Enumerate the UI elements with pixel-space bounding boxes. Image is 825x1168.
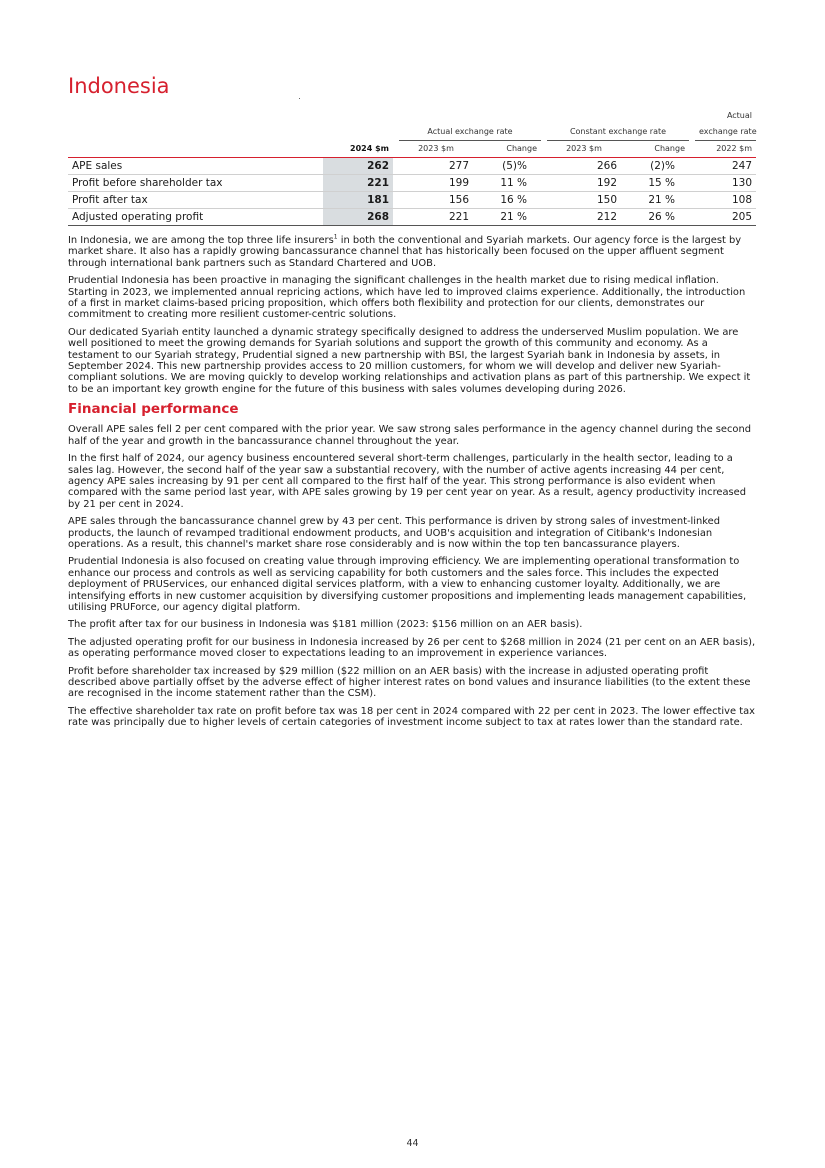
cell-aer-2023: 199 bbox=[399, 175, 473, 192]
cell-aer-change: 21 % bbox=[473, 209, 541, 226]
body-text bbox=[68, 235, 756, 729]
table-row bbox=[68, 192, 756, 209]
financial-paragraph: Overall APE sales fell 2 per cent compared with the prior year. We saw strong sales performance in the agency channel during the second half of the year and growth in the bancassurance channel throughout the year. bbox=[68, 424, 752, 447]
cell-2022: 108 bbox=[695, 192, 756, 209]
financial-paragraph: Profit before shareholder tax increased by $29 million ($22 million on an AER basis) with the increase in adjusted operating profit described above partially offset by the adverse effect of higher interest rates on bond values and insurance liabilities (to the extent these are recognised in the income statement rather than the CSM). bbox=[68, 665, 751, 700]
cell-cer-2023: 266 bbox=[547, 158, 621, 175]
cell-aer-change: 11 % bbox=[473, 175, 541, 192]
table-row bbox=[68, 175, 756, 192]
cell-cer-change: 26 % bbox=[621, 209, 689, 226]
intro-paragraph: Prudential Indonesia has been proactive in managing the significant challenges in the health market due to rising medical inflation. Starting in 2023, we implemented annual repricing actions, which have led to improved claims experience. Additionally, the introduction of a first in market claims-based pricing proposition, which offers both flexibility and protection for our clients, demonstrates our commitment to creating more resilient customer-centric solutions. bbox=[68, 275, 746, 321]
cell-2024: 181 bbox=[323, 192, 393, 209]
intro-text-b: in both the conventional and Syariah markets. Our agency force is the largest by market share. It also has a rapidly growing bancassurance channel that has historically been focused on the upper affluent segment through international bank partners such as Standard Chartered and UOB. bbox=[68, 235, 742, 269]
stray-dot bbox=[299, 98, 300, 99]
row-label: APE sales bbox=[68, 158, 323, 175]
table-row bbox=[68, 209, 756, 226]
cell-cer-change: 21 % bbox=[621, 192, 689, 209]
col-header-2022: 2022 $m bbox=[695, 141, 756, 158]
col-header-aer-change: Change bbox=[473, 141, 541, 158]
cell-aer-2023: 277 bbox=[399, 158, 473, 175]
cell-aer-change: (5)% bbox=[473, 158, 541, 175]
col-header-cer-2023: 2023 $m bbox=[547, 141, 621, 158]
cell-aer-change: 16 % bbox=[473, 192, 541, 209]
financial-paragraph: The effective shareholder tax rate on profit before tax was 18 per cent in 2024 compared with 22 per cent in 2023. The lower effective tax rate was principally due to higher levels of certain categories of investment income subject to tax at rates lower than the standard rate. bbox=[68, 705, 755, 729]
col-header-2024: 2024 $m bbox=[323, 141, 393, 158]
group-header-actual-2022-line1: Actual bbox=[726, 111, 752, 120]
group-header-actual: Actual exchange rate bbox=[399, 108, 541, 141]
column-header-row bbox=[68, 141, 756, 158]
footnote-ref[interactable]: 1 bbox=[333, 233, 338, 241]
cell-2024: 262 bbox=[323, 158, 393, 175]
financial-paragraph: The profit after tax for our business in Indonesia was $181 million (2023: $156 million on an AER basis). bbox=[68, 619, 583, 631]
financial-paragraph: APE sales through the bancassurance channel grew by 43 per cent. This performance is driven by strong sales of investment-linked products, the launch of revamped traditional endowment products, and UOB's acquisition and integration of Citibank's Indonesian operations. As a result, this channel's market share rose considerably and is now within the top ten bancassurance players. bbox=[68, 516, 720, 550]
cell-aer-2023: 221 bbox=[399, 209, 473, 226]
cell-2024: 268 bbox=[323, 209, 393, 226]
cell-2022: 205 bbox=[695, 209, 756, 226]
group-header-actual-2022 bbox=[695, 108, 756, 141]
cell-cer-change: (2)% bbox=[621, 158, 689, 175]
group-header-actual-2022-line2: exchange rate bbox=[699, 127, 757, 136]
col-header-cer-change: Change bbox=[621, 141, 689, 158]
page-content bbox=[68, 72, 756, 735]
intro-text-a: In Indonesia, we are among the top three life insurers bbox=[68, 235, 334, 246]
row-label: Profit before shareholder tax bbox=[68, 175, 323, 192]
row-label: Adjusted operating profit bbox=[68, 209, 323, 226]
cell-2022: 130 bbox=[695, 175, 756, 192]
cell-cer-2023: 212 bbox=[547, 209, 621, 226]
cell-cer-2023: 192 bbox=[547, 175, 621, 192]
page-title: Indonesia bbox=[68, 74, 170, 98]
cell-2022: 247 bbox=[695, 158, 756, 175]
col-header-aer-2023: 2023 $m bbox=[399, 141, 473, 158]
cell-cer-2023: 150 bbox=[547, 192, 621, 209]
financial-summary-table bbox=[68, 108, 756, 226]
cell-2024: 221 bbox=[323, 175, 393, 192]
row-label: Profit after tax bbox=[68, 192, 323, 209]
intro-paragraph: Our dedicated Syariah entity launched a dynamic strategy specifically designed to address the underserved Muslim population. We are well positioned to meet the growing demands for Syariah solutions and support the growth of this community and economy. As a testament to our Syariah strategy, Prudential signed a new partnership with BSI, the largest Syariah bank in Indonesia by assets, in September 2024. This new partnership provides access to 20 million customers, for whom we will develop and deliver new Syariah-compliant solutions. We are moving quickly to develop working relationships and activation plans as part of this partnership. We expect it to be an important key growth engine for the future of this business with sales volumes developing during 2026. bbox=[68, 326, 751, 395]
intro-paragraph bbox=[68, 235, 756, 269]
group-header-row bbox=[68, 108, 756, 141]
page-number: 44 bbox=[406, 1138, 419, 1149]
table-row bbox=[68, 158, 756, 175]
group-header-constant: Constant exchange rate bbox=[547, 108, 689, 141]
section-heading: Financial performance bbox=[68, 401, 239, 418]
financial-paragraph: The adjusted operating profit for our business in Indonesia increased by 26 per cent to $268 million in 2024 (21 per cent on an AER basis), as operating performance moved closer to expectations leading to an improvement in experience variances. bbox=[68, 636, 756, 660]
cell-aer-2023: 156 bbox=[399, 192, 473, 209]
financial-paragraph: In the first half of 2024, our agency business encountered several short-term challenges, particularly in the health sector, leading to a sales lag. However, the second half of the year saw a substantial recovery, with the number of active agents increasing 44 per cent, agency APE sales increasing by 91 per cent all compared to the first half of the year. This strong performance is also evident when compared with the same period last year, with APE sales growing by 19 per cent year on year. As a result, agency productivity increased by 21 per cent in 2024. bbox=[68, 453, 747, 510]
cell-cer-change: 15 % bbox=[621, 175, 689, 192]
financial-paragraph: Prudential Indonesia is also focused on creating value through improving efficiency. We are implementing operational transformation to enhance our process and controls as well as servicing capability for both customers and the sales force. This includes the expected deployment of PRUServices, our enhanced digital services platform, with a view to enhancing customer loyalty. Additionally, we are intensifying efforts in new customer acquisition by diversifying customer propositions and implementing leads management capabilities, utilising PRUForce, our agency digital platform. bbox=[68, 556, 747, 613]
